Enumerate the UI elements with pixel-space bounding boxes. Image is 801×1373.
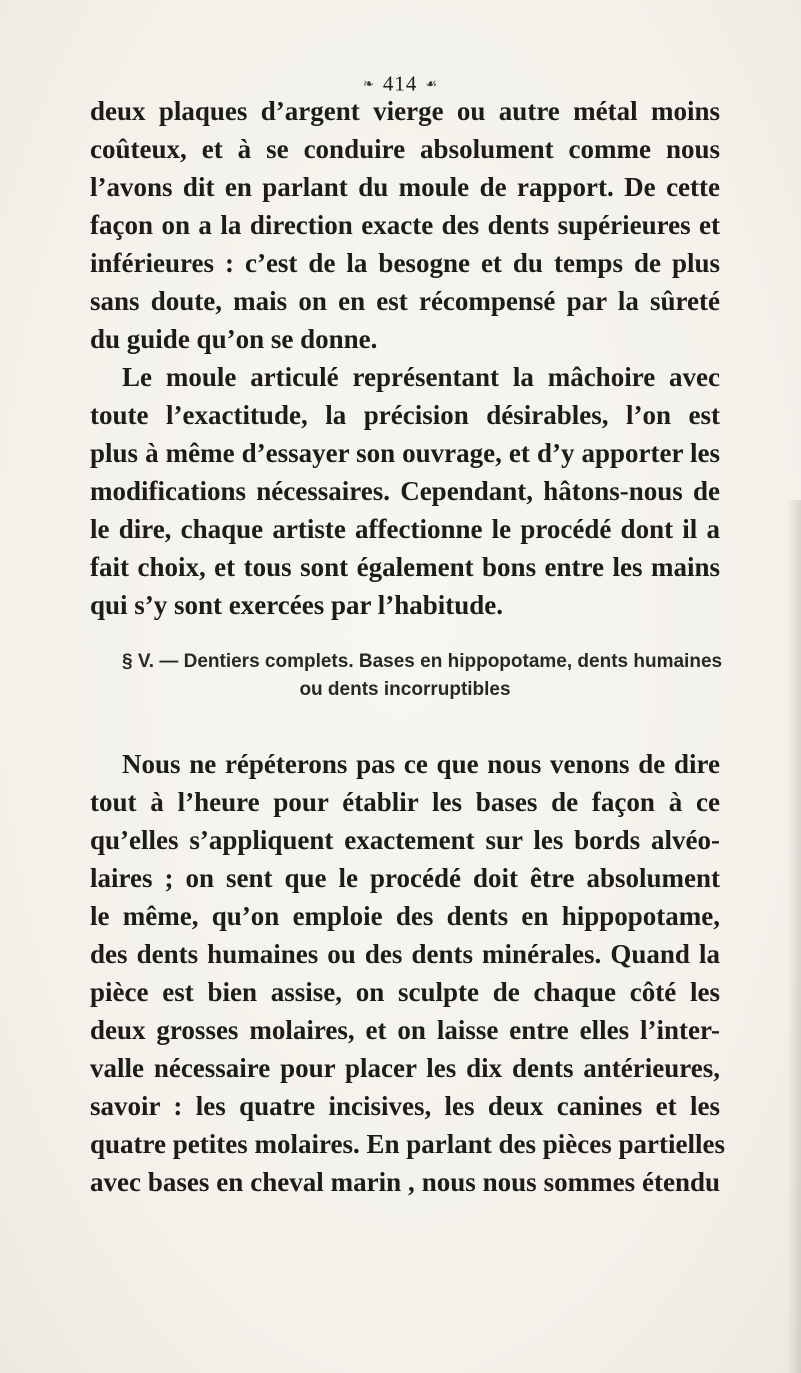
text-line: fait choix, et tous sont également bons entre les mains (90, 552, 720, 582)
right-ornament-icon: ☙ (425, 76, 439, 92)
body-text-top (90, 92, 720, 624)
section-heading (90, 648, 723, 704)
text-line: du guide qu’on se donne. (90, 324, 378, 354)
paragraph-continuation (90, 92, 720, 358)
text-line: l’avons dit en parlant du moule de rapport. De cette (90, 172, 720, 202)
text-line: des dents humaines ou des dents minérales. Quand la (90, 939, 720, 969)
text-line: toute l’exactitude, la précision désirables, l’on est (90, 400, 720, 430)
text-line: deux grosses molaires, et on laisse entre elles l’inter- (90, 1015, 720, 1045)
section-heading-line: § V. — Dentiers complets. Bases en hippopotame, dents humaines (122, 651, 723, 672)
section-heading-line: ou dents incorruptibles (299, 679, 511, 700)
text-line: pièce est bien assise, on sculpte de chaque côté les (90, 977, 720, 1007)
text-line: avec bases en cheval marin , nous nous sommes étendu (90, 1167, 720, 1197)
text-line: coûteux, et à se conduire absolument comme nous (90, 134, 720, 164)
text-line: qu’elles s’appliquent exactement sur les bords alvéo- (90, 825, 720, 855)
text-line: Le moule articulé représentant la mâchoire avec (122, 362, 720, 392)
page-number: 414 (382, 71, 418, 96)
left-ornament-icon: ❧ (362, 76, 375, 92)
text-line: quatre petites molaires. En parlant des pièces partielles (90, 1129, 725, 1159)
text-line: le même, qu’on emploie des dents en hippopotame, (90, 901, 720, 931)
text-line: plus à même d’essayer son ouvrage, et d’y apporter les (90, 438, 720, 468)
paragraph-third (90, 745, 725, 1201)
text-line: deux plaques d’argent vierge ou autre métal moins (90, 96, 720, 126)
text-line: façon on a la direction exacte des dents supérieures et (90, 210, 720, 240)
text-line: inférieures : c’est de la besogne et du temps de plus (90, 248, 720, 278)
text-line: modifications nécessaires. Cependant, hâtons-nous de (90, 476, 720, 506)
text-line: Nous ne répéterons pas ce que nous venons de dire (122, 749, 720, 779)
text-line: valle nécessaire pour placer les dix dents antérieures, (90, 1053, 720, 1083)
text-line: savoir : les quatre incisives, les deux canines et les (90, 1091, 720, 1121)
text-line: tout à l’heure pour établir les bases de façon à ce (90, 787, 720, 817)
paragraph-second (90, 358, 720, 624)
text-line: le dire, chaque artiste affectionne le procédé dont il a (90, 514, 720, 544)
text-line: sans doute, mais on en est récompensé par la sûreté (90, 286, 720, 316)
text-line: laires ; on sent que le procédé doit être absolument (90, 863, 720, 893)
text-line: qui s’y sont exercées par l’habitude. (90, 590, 504, 620)
page-edge-shadow (787, 500, 801, 1373)
body-text-bottom (90, 745, 725, 1201)
